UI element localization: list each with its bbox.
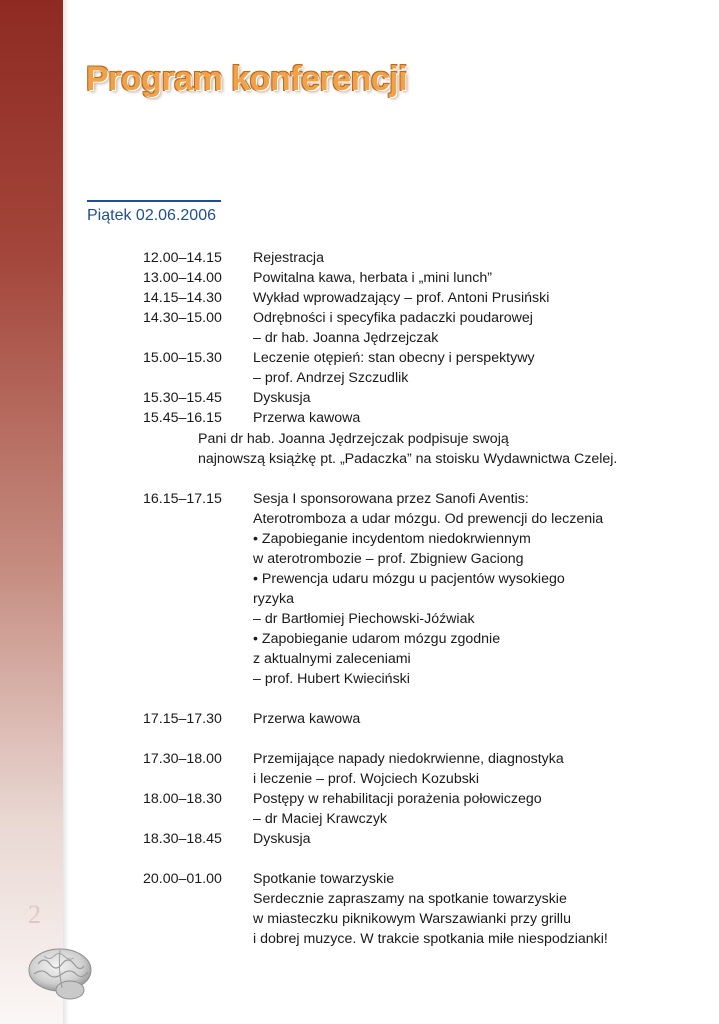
schedule-row: [143, 348, 703, 388]
evening-row: [143, 869, 703, 949]
row-time: 15.00–15.30: [143, 350, 222, 366]
schedule-row: [143, 288, 703, 308]
schedule-row: [143, 408, 703, 428]
row-description: [253, 749, 703, 789]
side-band-shadow: [63, 0, 69, 1024]
row-line: Spotkanie towarzyskie: [253, 871, 395, 887]
row-time: 12.00–14.15: [143, 250, 222, 266]
row-time: 13.00–14.00: [143, 270, 222, 286]
schedule-row: [143, 749, 703, 789]
row-line: ryzyka: [253, 591, 294, 607]
schedule-row: [143, 248, 703, 268]
row-description: [253, 408, 703, 428]
row-time: 18.00–18.30: [143, 791, 222, 807]
schedule-row: [143, 789, 703, 829]
book-signing-note: [143, 429, 703, 469]
schedule-row: [143, 388, 703, 408]
day-heading-rule: [87, 200, 221, 202]
spacer: [143, 729, 703, 749]
row-line: – dr hab. Joanna Jędrzejczak: [253, 330, 439, 346]
row-description: [253, 268, 703, 288]
side-band: [0, 0, 63, 1024]
row-time: 14.15–14.30: [143, 290, 222, 306]
row-line: Odrębności i specyfika padaczki poudarowej: [253, 310, 533, 326]
row-line: Postępy w rehabilitacji porażenia połowiczego: [253, 791, 542, 807]
row-description: [253, 789, 703, 829]
row-line: i leczenie – prof. Wojciech Kozubski: [253, 771, 480, 787]
row-line: – dr Maciej Krawczyk: [253, 811, 388, 827]
note-line: najnowszą książkę pt. „Padaczka” na stoisku Wydawnictwa Czelej.: [198, 451, 618, 467]
row-line: Rejestracja: [253, 250, 324, 266]
schedule-row: [143, 829, 703, 849]
row-line: z aktualnymi zaleceniami: [253, 651, 411, 667]
row-time: 14.30–15.00: [143, 310, 222, 326]
row-line: Sesja I sponsorowana przez Sanofi Aventis:: [253, 491, 529, 507]
schedule-row: [143, 268, 703, 288]
row-time: 16.15–17.15: [143, 491, 222, 507]
row-description: Przerwa kawowa: [253, 711, 361, 727]
row-line: Powitalna kawa, herbata i „mini lunch”: [253, 270, 492, 286]
row-description: [253, 348, 703, 388]
row-line: Dyskusja: [253, 390, 311, 406]
note-line: Pani dr hab. Joanna Jędrzejczak podpisuje swoją: [198, 431, 509, 447]
spacer: [143, 689, 703, 709]
row-line: – prof. Andrzej Szczudlik: [253, 370, 409, 386]
row-line: Przerwa kawowa: [253, 410, 361, 426]
spacer: [143, 849, 703, 869]
row-description: [253, 288, 703, 308]
session-row: [143, 489, 703, 689]
row-line: Dyskusja: [253, 831, 311, 847]
row-time: 17.15–17.30: [143, 711, 222, 727]
row-line: • Prewencja udaru mózgu u pacjentów wysokiego: [253, 571, 565, 587]
row-description: [253, 248, 703, 268]
row-line: i dobrej muzyce. W trakcie spotkania miłe niespodzianki!: [253, 931, 608, 947]
evening-description: [253, 869, 703, 949]
row-line: Przemijające napady niedokrwienne, diagnostyka: [253, 751, 564, 767]
schedule-row: [143, 709, 703, 729]
row-time: 18.30–18.45: [143, 831, 222, 847]
row-time: 15.30–15.45: [143, 390, 222, 406]
row-line: Aterotromboza a udar mózgu. Od prewencji do leczenia: [253, 511, 604, 527]
row-time: 15.45–16.15: [143, 410, 222, 426]
row-description: [253, 829, 703, 849]
schedule-row: [143, 308, 703, 348]
row-description: [253, 388, 703, 408]
row-description: [253, 308, 703, 348]
row-line: Serdecznie zapraszamy na spotkanie towarzyskie: [253, 891, 567, 907]
row-line: Leczenie otępień: stan obecny i perspektywy: [253, 350, 535, 366]
row-line: • Zapobieganie udarom mózgu zgodnie: [253, 631, 501, 647]
row-line: • Zapobieganie incydentom niedokrwiennym: [253, 531, 531, 547]
row-time: 20.00–01.00: [143, 871, 222, 887]
spacer: [143, 469, 703, 489]
row-line: – prof. Hubert Kwieciński: [253, 671, 410, 687]
row-line: Wykład wprowadzający – prof. Antoni Prusiński: [253, 290, 550, 306]
brain-logo-icon: [24, 944, 96, 1006]
page-number: 2: [28, 900, 41, 929]
page-title: Program konferencji: [86, 60, 408, 98]
row-line: w aterotrombozie – prof. Zbigniew Gaciong: [253, 551, 524, 567]
day-heading: Piątek 02.06.2006: [87, 207, 216, 224]
schedule-list: [143, 248, 703, 949]
row-line: – dr Bartłomiej Piechowski-Jóźwiak: [253, 611, 475, 627]
row-line: w miasteczku piknikowym Warszawianki przy grillu: [253, 911, 571, 927]
row-time: 17.30–18.00: [143, 751, 222, 767]
session-description: [253, 489, 703, 689]
